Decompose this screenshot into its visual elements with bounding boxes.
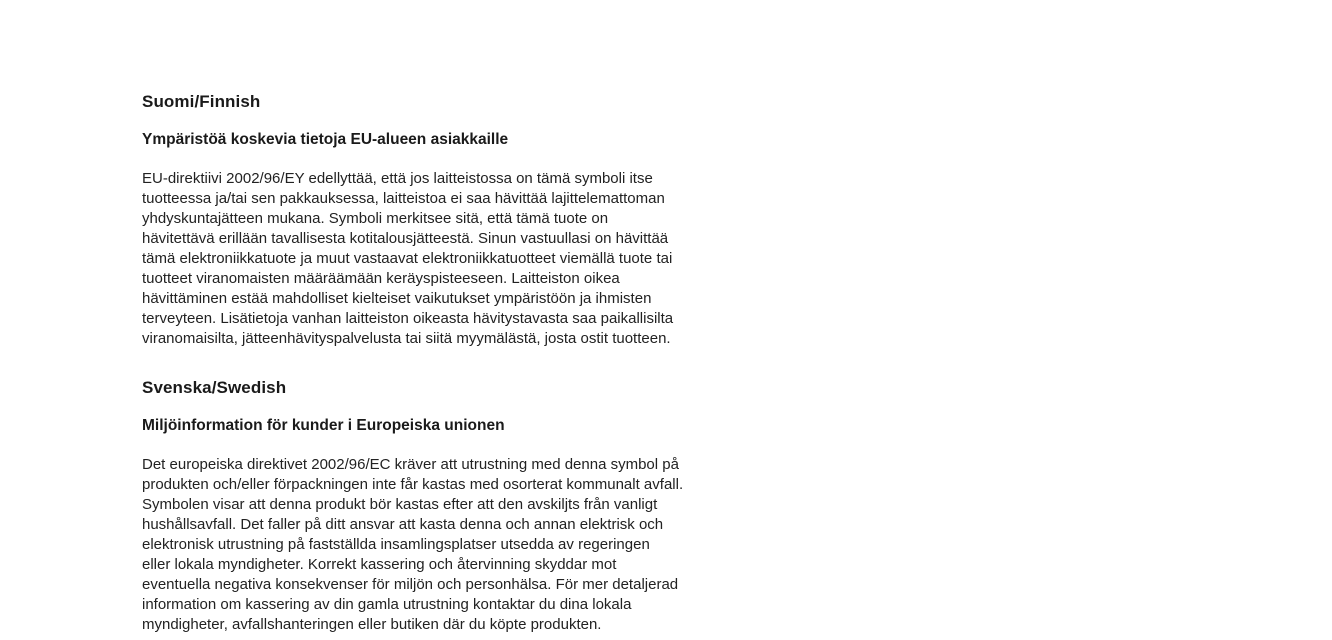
finnish-language-heading: Suomi/Finnish (142, 92, 261, 111)
finnish-body-line: hävitettävä erillään tavallisesta kotitalousjätteestä. Sinun vastuullasi on hävittää (142, 230, 669, 247)
swedish-body-line: eventuella negativa konsekvenser för miljön och personhälsa. För mer detaljerad (142, 576, 679, 593)
swedish-body-line: information om kassering av din gamla utrustning kontaktar du dina lokala (142, 596, 632, 613)
swedish-title: Miljöinformation för kunder i Europeiska unionen (142, 417, 505, 434)
swedish-body-line: Symbolen visar att denna produkt bör kastas efter att den avskiljts från vanligt (142, 496, 658, 513)
finnish-body-line: viranomaisilta, jätteenhävityspalvelusta tai siitä myymälästä, josta ostit tuotteen. (142, 330, 671, 347)
swedish-body-line: elektronisk utrustning på fastställda insamlingsplatser utsedda av regeringen (142, 536, 650, 553)
swedish-body (142, 455, 782, 635)
finnish-body-line: EU-direktiivi 2002/96/EY edellyttää, että jos laitteistossa on tämä symboli itse (142, 170, 653, 187)
finnish-body-line: hävittäminen estää mahdolliset kielteiset vaikutukset ympäristöön ja ihmisten (142, 290, 652, 307)
swedish-section (142, 377, 782, 635)
swedish-language-heading: Svenska/Swedish (142, 378, 287, 397)
finnish-section (142, 91, 782, 349)
finnish-body (142, 169, 782, 349)
finnish-title: Ympäristöä koskevia tietoja EU-alueen asiakkaille (142, 131, 509, 148)
swedish-body-line: Det europeiska direktivet 2002/96/EC kräver att utrustning med denna symbol på (142, 456, 679, 473)
swedish-body-line: hushållsavfall. Det faller på ditt ansvar att kasta denna och annan elektrisk och (142, 516, 664, 533)
finnish-body-line: tuotteet viranomaisten määräämään keräyspisteeseen. Laitteiston oikea (142, 270, 620, 287)
finnish-body-line: tämä elektroniikkatuote ja muut vastaavat elektroniikkatuotteet viemällä tuote tai (142, 250, 673, 267)
finnish-body-line: yhdyskuntajätteen mukana. Symboli merkitsee sitä, että tämä tuote on (142, 210, 609, 227)
swedish-body-line: produkten och/eller förpackningen inte får kastas med osorterat kommunalt avfall. (142, 476, 684, 493)
swedish-body-line: eller lokala myndigheter. Korrekt kassering och återvinning skyddar mot (142, 556, 617, 573)
swedish-body-line: myndigheter, avfallshanteringen eller butiken där du köpte produkten. (142, 616, 602, 633)
finnish-body-line: tuotteessa ja/tai sen pakkauksessa, laitteistoa ei saa hävittää lajittelemattoman (142, 190, 665, 207)
finnish-body-line: terveyteen. Lisätietoja vanhan laitteiston oikeasta hävitystavasta saa paikallisilta (142, 310, 674, 327)
